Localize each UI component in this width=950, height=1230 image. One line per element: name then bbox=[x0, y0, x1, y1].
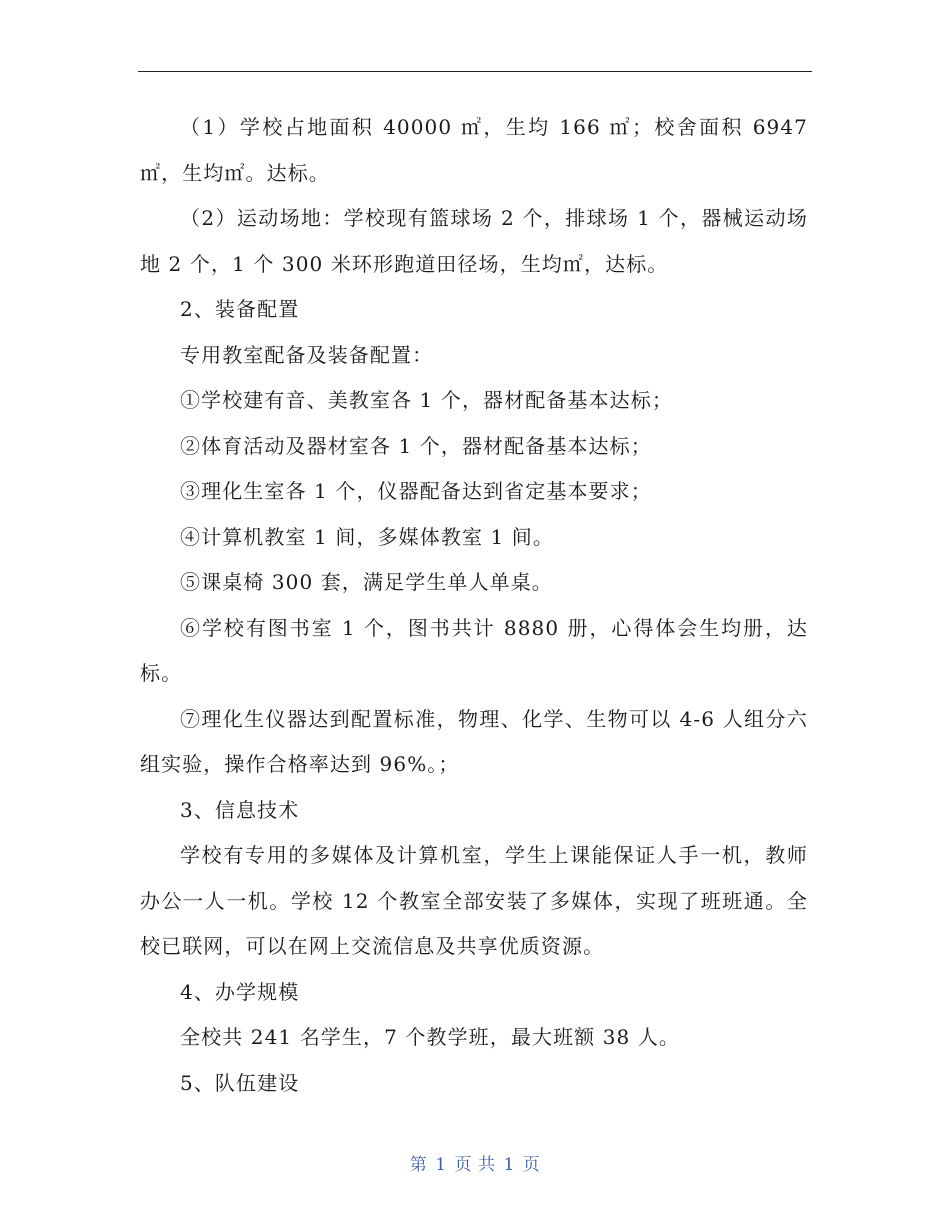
paragraph-sports-field: （2）运动场地：学校现有篮球场 2 个，排球场 1 个，器械运动场地 2 个，1 个 300 米环形跑道田径场，生均㎡，达标。 bbox=[140, 206, 808, 276]
heading-equipment: 2、装备配置 bbox=[180, 297, 300, 321]
list-item-pe: ②体育活动及器材室各 1 个，器材配备基本达标； bbox=[180, 433, 652, 458]
paragraph-site-area: （1）学校占地面积 40000 ㎡，生均 166 ㎡；校舍面积 6947 ㎡，生均㎡。达标。 bbox=[140, 115, 808, 185]
heading-scale: 4、办学规模 bbox=[180, 979, 300, 1004]
list-item-computer-room: ④计算机教室 1 间，多媒体教室 1 间。 bbox=[180, 524, 554, 549]
document-body bbox=[140, 105, 808, 1106]
footer-page-number: 1 bbox=[435, 1155, 447, 1175]
footer-mid: 页 共 bbox=[454, 1155, 496, 1175]
list-item-desks: ⑤课桌椅 300 套，满足学生单人单桌。 bbox=[180, 570, 553, 594]
footer-page-total: 1 bbox=[503, 1155, 515, 1175]
paragraph-scale: 全校共 241 名学生，7 个教学班，最大班额 38 人。 bbox=[180, 1025, 681, 1049]
header-rule bbox=[138, 71, 812, 72]
paragraph-equipment-intro: 专用教室配备及装备配置： bbox=[180, 342, 434, 367]
list-item-lab-instruments: ⑦理化生仪器达到配置标准，物理、化学、生物可以 4-6 人组分六组实验，操作合格率达到 96%。； bbox=[140, 706, 808, 776]
footer-prefix: 第 bbox=[409, 1155, 428, 1175]
page-footer bbox=[0, 1150, 950, 1175]
list-item-science-lab: ③理化生室各 1 个，仪器配备达到省定基本要求； bbox=[180, 479, 652, 503]
paragraph-it: 学校有专用的多媒体及计算机室，学生上课能保证人手一机，教师办公一人一机。学校 12 个教室全部安装了多媒体，实现了班班通。全校已联网，可以在网上交流信息及共享优质资源。 bbox=[140, 843, 808, 958]
heading-it: 3、信息技术 bbox=[180, 797, 300, 822]
list-item-music-art: ①学校建有音、美教室各 1 个，器材配备基本达标； bbox=[180, 388, 673, 412]
list-item-library: ⑥学校有图书室 1 个，图书共计 8880 册，心得体会生均册，达标。 bbox=[140, 615, 808, 685]
heading-staff: 5、队伍建设 bbox=[180, 1070, 300, 1095]
footer-suffix: 页 bbox=[522, 1155, 541, 1175]
